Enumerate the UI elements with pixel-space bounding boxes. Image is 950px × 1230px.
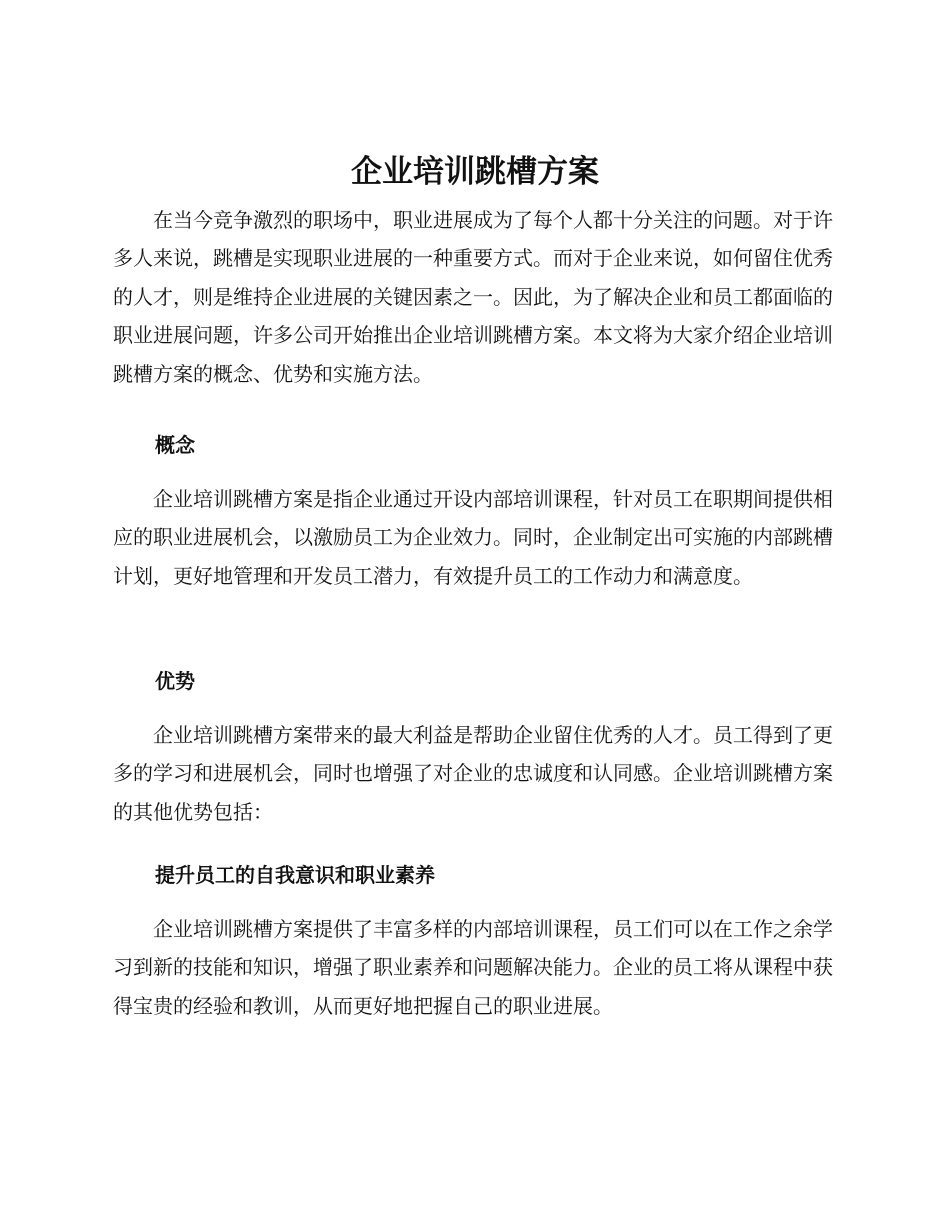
document-title: 企业培训跳槽方案 — [351, 154, 599, 190]
subsection-body-self-awareness: 企业培训跳槽方案提供了丰富多样的内部培训课程，员工们可以在工作之余学习到新的技能和知识，增强了职业素养和问题解决能力。企业的员工将从课程中获得宝贵的经验和教训，从而更好地把握自己的职业进展。 — [113, 917, 833, 1018]
section-heading-concept: 概念 — [155, 433, 195, 457]
intro-paragraph: 在当今竞争激烈的职场中，职业进展成为了每个人都十分关注的问题。对于许多人来说，跳槽是实现职业进展的一种重要方式。而对于企业来说，如何留住优秀的人才，则是维持企业进展的关键因素之一。因此，为了解决企业和员工都面临的职业进展问题，许多公司开始推出企业培训跳槽方案。本文将为大家介绍企业培训跳槽方案的概念、优势和实施方法。 — [113, 208, 833, 386]
subsection-heading-self-awareness: 提升员工的自我意识和职业素养 — [155, 863, 435, 887]
section-body-advantages: 企业培训跳槽方案带来的最大利益是帮助企业留住优秀的人才。员工得到了更多的学习和进展机会，同时也增强了对企业的忠诚度和认同感。企业培训跳槽方案的其他优势包括： — [113, 723, 833, 824]
section-heading-advantages: 优势 — [155, 669, 195, 693]
section-body-concept: 企业培训跳槽方案是指企业通过开设内部培训课程，针对员工在职期间提供相应的职业进展机会，以激励员工为企业效力。同时，企业制定出可实施的内部跳槽计划，更好地管理和开发员工潜力，有效提升员工的工作动力和满意度。 — [113, 487, 833, 588]
